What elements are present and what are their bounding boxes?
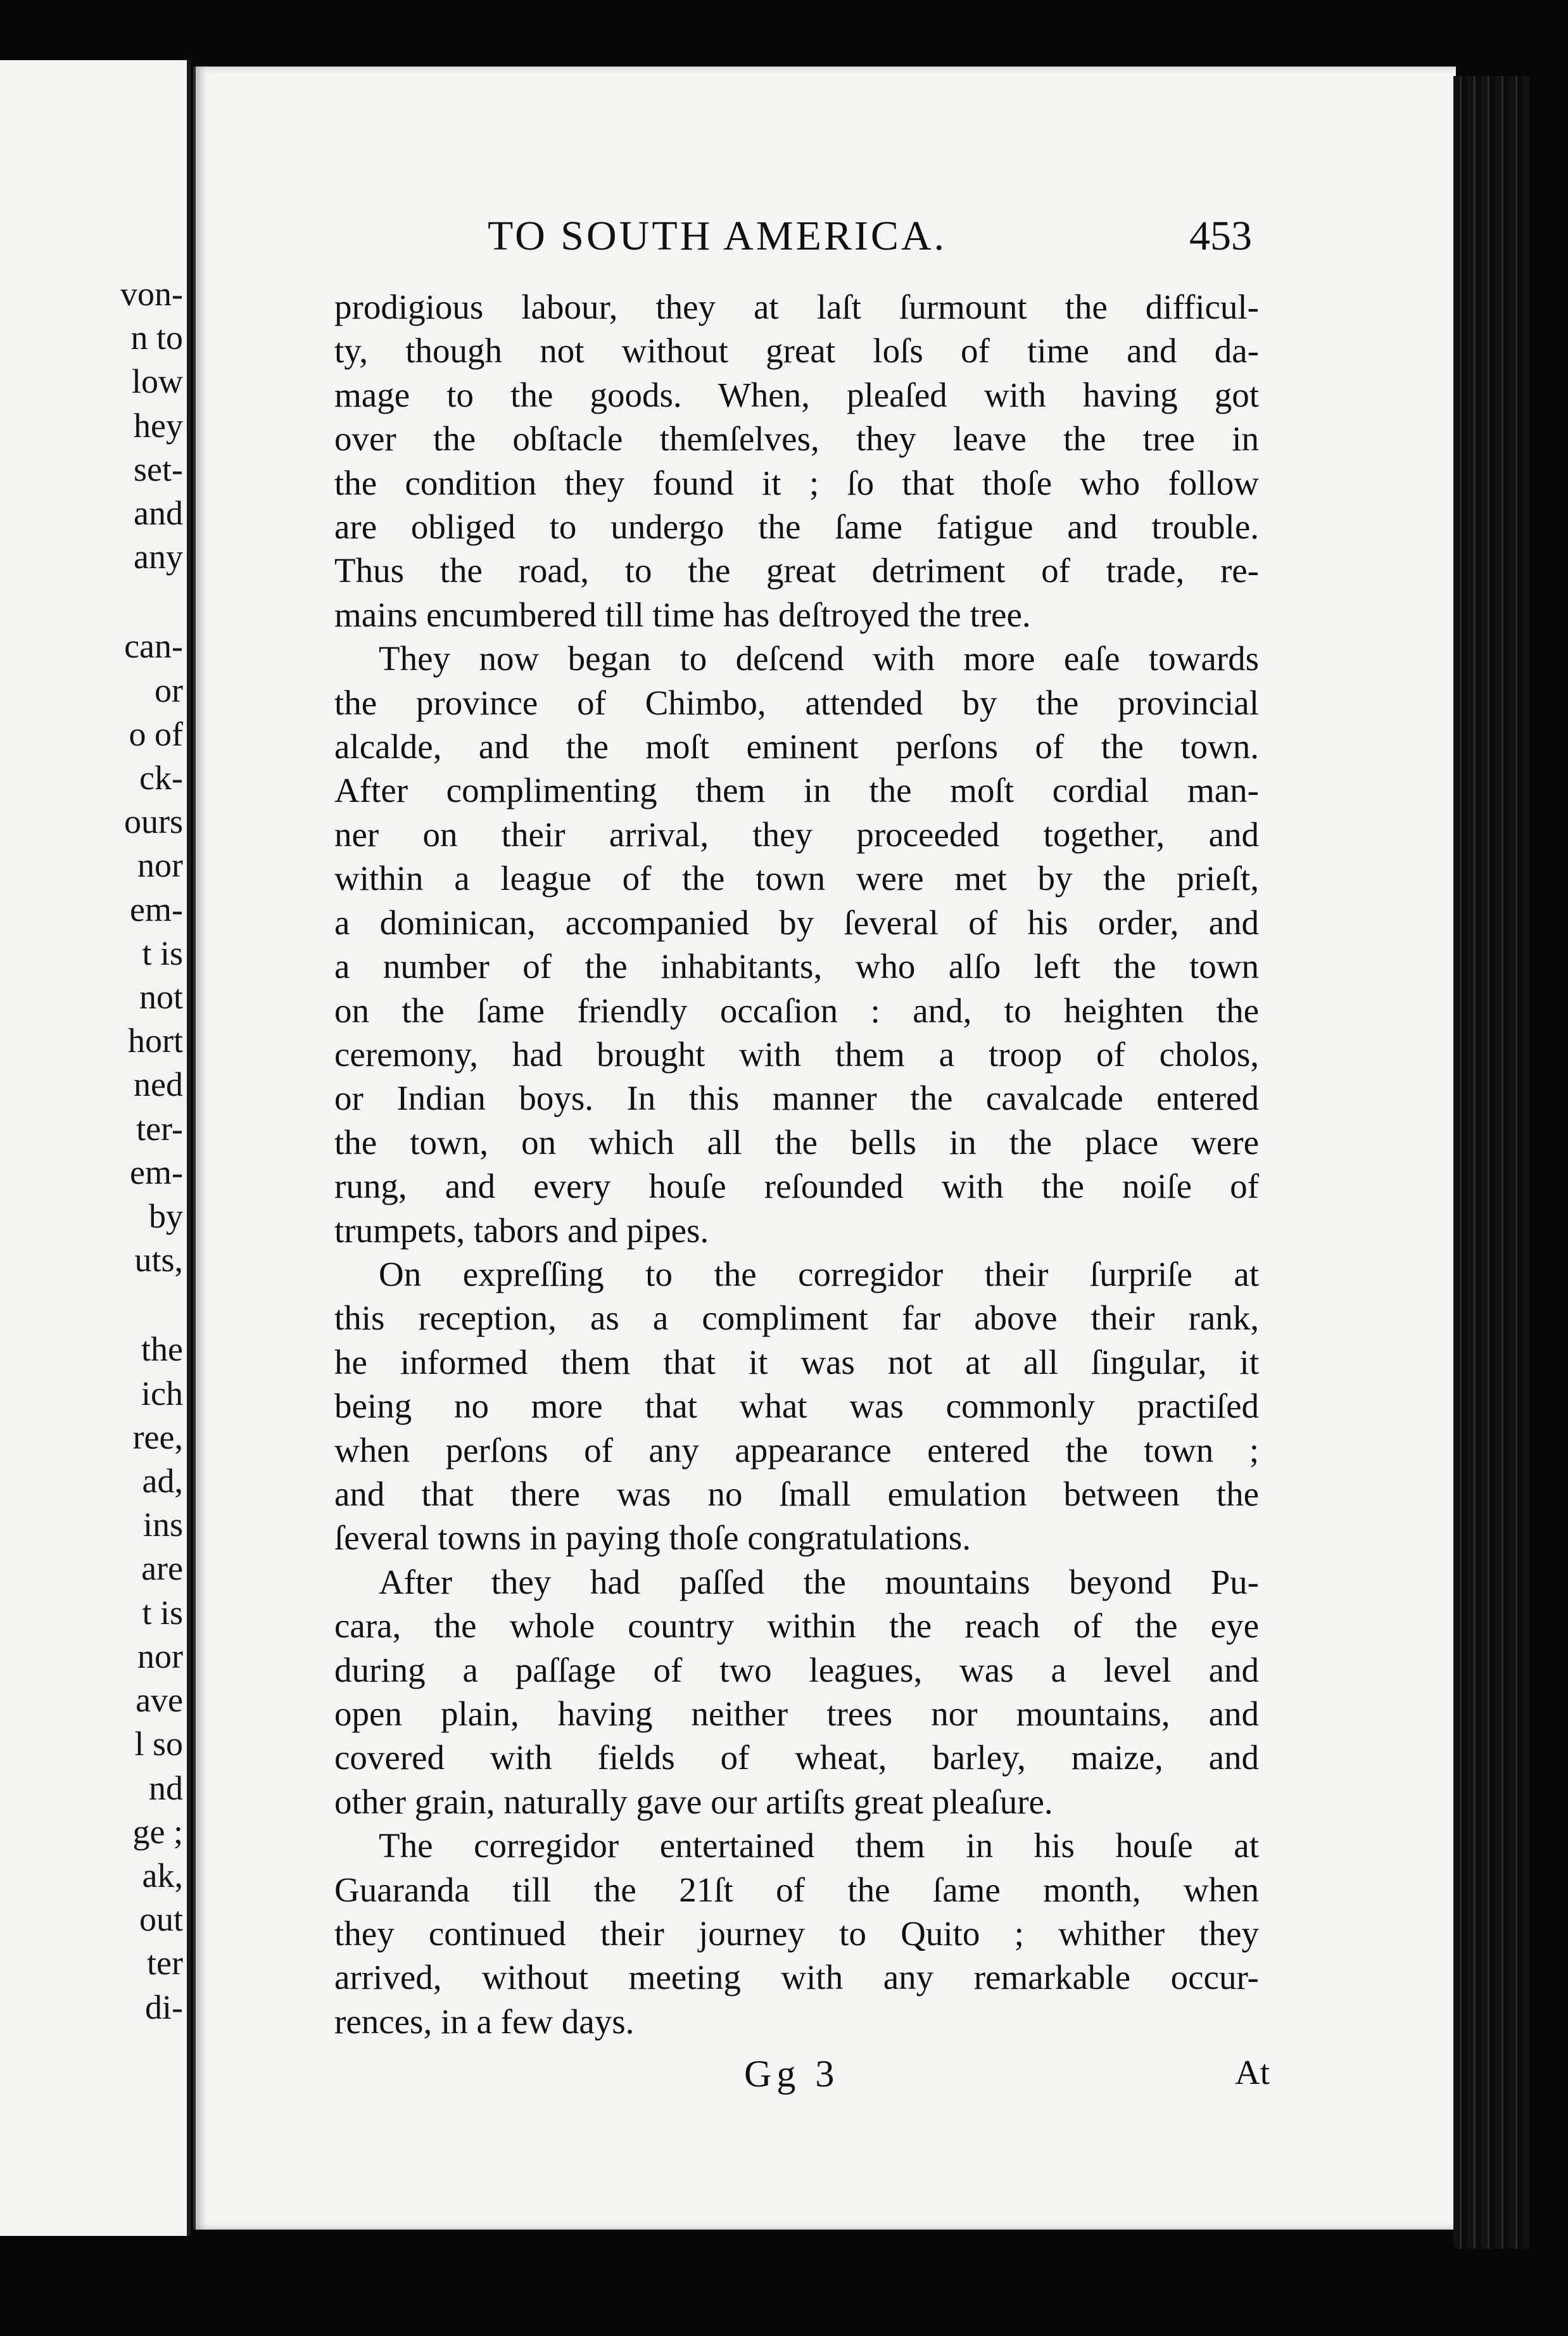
text-line: the province of Chimbo, attended by the provincial: [334, 683, 1259, 722]
left-page-line: ave: [136, 1681, 183, 1720]
left-page-line: nor: [137, 846, 183, 885]
text-line: this reception, as a compliment far above their rank,: [334, 1298, 1259, 1338]
left-page-line: or: [155, 671, 183, 709]
text-line: ceremony, had brought with them a troop of cholos,: [334, 1034, 1259, 1074]
text-line: during a paſſage of two leagues, was a level and: [334, 1650, 1259, 1689]
left-facing-page: [0, 60, 191, 2236]
text-line: are obliged to undergo the ſame fatigue and trouble.: [334, 507, 1259, 547]
text-line: a number of the inhabitants, who alſo left the town: [334, 947, 1259, 986]
signature-mark: Gg 3: [744, 2053, 840, 2095]
text-line: the condition they found it ; ſo that thoſe who follow: [334, 463, 1259, 502]
left-page-line: ge ;: [132, 1812, 183, 1851]
text-line: mage to the goods. When, pleaſed with having got: [334, 375, 1259, 414]
left-page-line: ich: [141, 1374, 183, 1412]
text-line: open plain, having neither trees nor mountains, and: [334, 1694, 1259, 1733]
text-line: After complimenting them in the moſt cordial man-: [334, 771, 1259, 810]
left-page-line: low: [132, 362, 183, 401]
left-page-line: di-: [145, 1988, 183, 2026]
left-page-line: not: [139, 978, 183, 1017]
text-line: They now began to deſcend with more eaſe towards: [379, 639, 1259, 678]
left-page-line: o of: [129, 714, 183, 753]
left-page-line: ins: [142, 1506, 183, 1544]
page-number: 453: [1189, 213, 1252, 259]
left-page-line: ter-: [136, 1109, 183, 1148]
left-page-text-column: [31, 272, 183, 2029]
text-line: within a league of the town were met by the prieſt,: [334, 859, 1259, 898]
left-page-line: ter: [147, 1944, 183, 1983]
left-page-line: hey: [134, 406, 183, 445]
running-head: TO SOUTH AMERICA.: [488, 213, 947, 259]
text-line: alcalde, and the moſt eminent perſons of the town.: [334, 727, 1259, 766]
left-page-line: out: [139, 1900, 183, 1939]
body-text: [334, 285, 1259, 2043]
left-page-line: can-: [124, 627, 183, 666]
text-line: prodigious labour, they at laſt ſurmount the difficul-: [334, 288, 1259, 326]
left-page-line: uts,: [134, 1241, 183, 1279]
catchword: At: [1235, 2053, 1270, 2092]
text-line: covered with fields of wheat, barley, maize, and: [334, 1738, 1259, 1777]
left-page-line: by: [149, 1197, 183, 1236]
left-page-line: nd: [149, 1768, 183, 1807]
left-page-line: von-: [120, 275, 183, 313]
left-page-line: set-: [134, 450, 183, 488]
left-page-line: ree,: [132, 1418, 183, 1456]
text-line: or Indian boys. In this manner the cavalcade entered: [334, 1079, 1259, 1118]
text-line: he informed them that it was not at all ſingular, it: [334, 1342, 1259, 1381]
text-line: they continued their journey to Quito ; whither they: [334, 1914, 1259, 1953]
left-page-line: [31, 579, 183, 625]
text-line: After they had paſſed the mountains beyond Pu-: [379, 1562, 1259, 1601]
left-page-line: t is: [142, 934, 183, 972]
left-page-line: l so: [134, 1725, 183, 1763]
left-page-line: em-: [130, 1153, 183, 1191]
left-page-line: ned: [134, 1065, 183, 1104]
book-page-edges: [1453, 76, 1529, 2249]
left-page-line: any: [134, 538, 183, 576]
left-page-line: ck-: [139, 759, 183, 797]
left-page-line: hort: [128, 1022, 183, 1060]
left-page-line: t is: [142, 1593, 183, 1632]
left-page-line: and: [134, 494, 183, 533]
text-line: other grain, naturally gave our artiſts great pleaſure.: [334, 1782, 1053, 1821]
left-page-line: ad,: [142, 1462, 183, 1501]
left-page-line: nor: [137, 1637, 183, 1675]
text-line: cara, the whole country within the reach of the eye: [334, 1606, 1259, 1646]
text-line: ner on their arrival, they proceeded together, and: [334, 815, 1259, 854]
text-line: ſeveral towns in paying thoſe congratulations.: [334, 1518, 971, 1558]
left-page-line: n to: [130, 319, 183, 357]
left-page-line: are: [141, 1549, 183, 1588]
text-line: rung, and every houſe reſounded with the noiſe of: [334, 1167, 1259, 1206]
text-line: a dominican, accompanied by ſeveral of his order, and: [334, 903, 1259, 942]
text-line: the town, on which all the bells in the place were: [334, 1122, 1259, 1162]
text-line: when perſons of any appearance entered the town ;: [334, 1430, 1259, 1470]
text-line: The corregidor entertained them in his houſe at: [379, 1826, 1259, 1865]
left-page-line: em-: [130, 890, 183, 929]
text-line: Guaranda till the 21ſt of the ſame month, when: [334, 1870, 1259, 1909]
left-page-line: [31, 1282, 183, 1328]
text-line: being no more that what was commonly practiſed: [334, 1387, 1259, 1426]
text-line: mains encumbered till time has deſtroyed the tree.: [334, 595, 1031, 634]
text-line: on the ſame friendly occaſion : and, to heighten the: [334, 991, 1259, 1030]
left-page-line: ak,: [142, 1856, 183, 1895]
left-page-line: the: [141, 1330, 183, 1369]
text-line: Thus the road, to the great detriment of trade, re-: [334, 551, 1259, 590]
left-page-line: ours: [124, 803, 183, 841]
text-line: and that there was no ſmall emulation between the: [334, 1474, 1259, 1513]
text-line: trumpets, tabors and pipes.: [334, 1210, 709, 1250]
text-line: over the obſtacle themſelves, they leave the tree in: [334, 419, 1259, 459]
text-line: On expreſſing to the corregidor their ſurpriſe at: [379, 1254, 1259, 1293]
text-line: rences, in a few days.: [334, 2002, 635, 2041]
text-line: ty, though not without great loſs of time and da-: [334, 331, 1259, 371]
text-line: arrived, without meeting with any remarkable occur-: [334, 1958, 1259, 1997]
